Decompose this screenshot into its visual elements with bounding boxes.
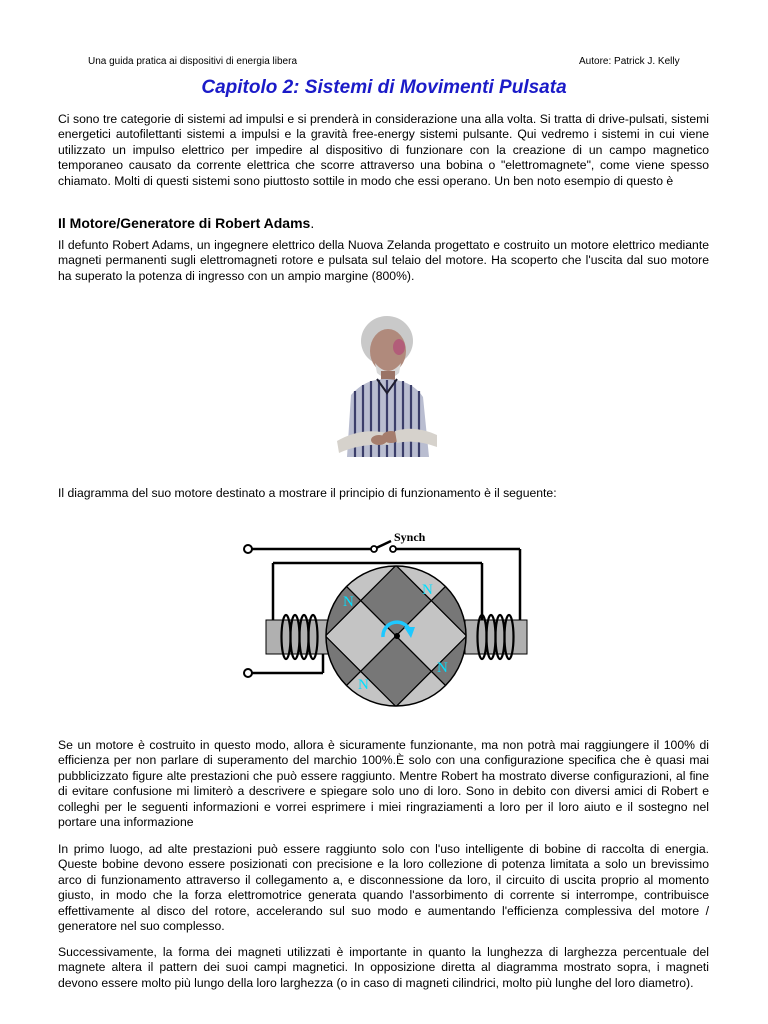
section-heading-text: Il Motore/Generatore di Robert Adams bbox=[58, 215, 311, 231]
magnet-label-1: N bbox=[343, 594, 354, 610]
paragraph-adams: Il defunto Robert Adams, un ingegnere elettrico della Nuova Zelanda progettato e costruito un motore elettrico mediante magneti permanenti sugli elettromagneti rotore e pulsata sul telaio del motore. Ha scoperto che l'uscita dal suo motore ha superato la potenza di ingresso con un ampio margine (800%). bbox=[58, 238, 709, 283]
synch-switch-label: Synch bbox=[394, 530, 426, 544]
paragraph-magnets: Successivamente, la forma dei magneti utilizzati è importante in quanto la lunghezza di larghezza percentuale del magnete altera il pattern dei suoi campi magnetici. In opposizione diretta al diagramma mostrato sopra, i magneti devono essere molto più lungo della loro larghezza (o in caso di magneti cilindrici, molto più lunghe del loro diametro). bbox=[58, 945, 709, 990]
right-electromagnet bbox=[465, 615, 527, 659]
magnet-label-2: N bbox=[422, 582, 433, 598]
intro-paragraph: Ci sono tre categorie di sistemi ad impulsi e si prenderà in considerazione una alla volta. Si tratta di drive-pulsati, sistemi energetici autofilettanti sistemi a impulsi e la gravità free-energy sistemi pulsante. Qui vedremo i sistemi in cui viene utilizzato un impulso elettrico per impedire al dispositivo di funzionare con la creazione di un campo magnetico temporaneo causato da corrente elettrica che scorre attraverso una bobina o "elettromagnete", come viene spesso chiamato. Molti di questi sistemi sono piuttosto sottile in modo che essi operano. Un ben noto esempio di questo è bbox=[58, 112, 709, 188]
motor-diagram bbox=[236, 527, 532, 713]
left-electromagnet bbox=[266, 615, 328, 659]
magnet-label-4: N bbox=[358, 677, 369, 693]
terminal-bottom bbox=[244, 669, 252, 677]
terminal-top bbox=[244, 545, 252, 553]
chapter-title: Capitolo 2: Sistemi di Movimenti Pulsata bbox=[201, 77, 567, 98]
section-heading bbox=[58, 215, 314, 231]
magnet-label-3: N bbox=[437, 660, 448, 676]
section-heading-end: . bbox=[310, 215, 315, 231]
paragraph-efficiency: Se un motore è costruito in questo modo, allora è sicuramente funzionante, ma non potrà mai raggiungere il 100% di efficienza per non parlare di superamento del marchio 100%.È solo con una configurazione specifica che è quasi mai pubblicizzato figure alte prestazioni che può essere raggiunto. Mentre Robert ha mostrato diverse configurazioni, al fine di evitare confusione mi limiterò a descrivere e spiegare solo uno di loro. Sono in debito con diversi amici di Robert e colleghi per le seguenti informazioni e vorrei esprimere i miei ringraziamenti a loro per il loro aiuto e il sostegno nel portare una informazione bbox=[58, 738, 709, 830]
robert-adams-photo bbox=[325, 313, 443, 457]
paragraph-diagram-intro: Il diagramma del suo motore destinato a mostrare il principio di funzionamento è il seguente: bbox=[58, 486, 557, 500]
header-right: Autore: Patrick J. Kelly bbox=[579, 56, 680, 67]
header-left: Una guida pratica ai dispositivi di energia libera bbox=[88, 56, 298, 67]
paragraph-coils: In primo luogo, ad alte prestazioni può essere raggiunto solo con l'uso intelligente di bobine di raccolta di energia. Queste bobine devono essere posizionati con precisione e la loro collezione di potenza limitata a solo un brevissimo arco di funzionamento attraverso il collegamento a, e disconnessione da loro, il circuito di uscita proprio al momento giusto, in modo che la forza elettromotrice generata quando l'assorbimento di corrente si interrompe, contribuisce effettivamente al disco del rotore, accelerando sul suo modo e aumentando l'efficienza complessiva del motore / generatore nel suo complesso. bbox=[58, 842, 709, 934]
